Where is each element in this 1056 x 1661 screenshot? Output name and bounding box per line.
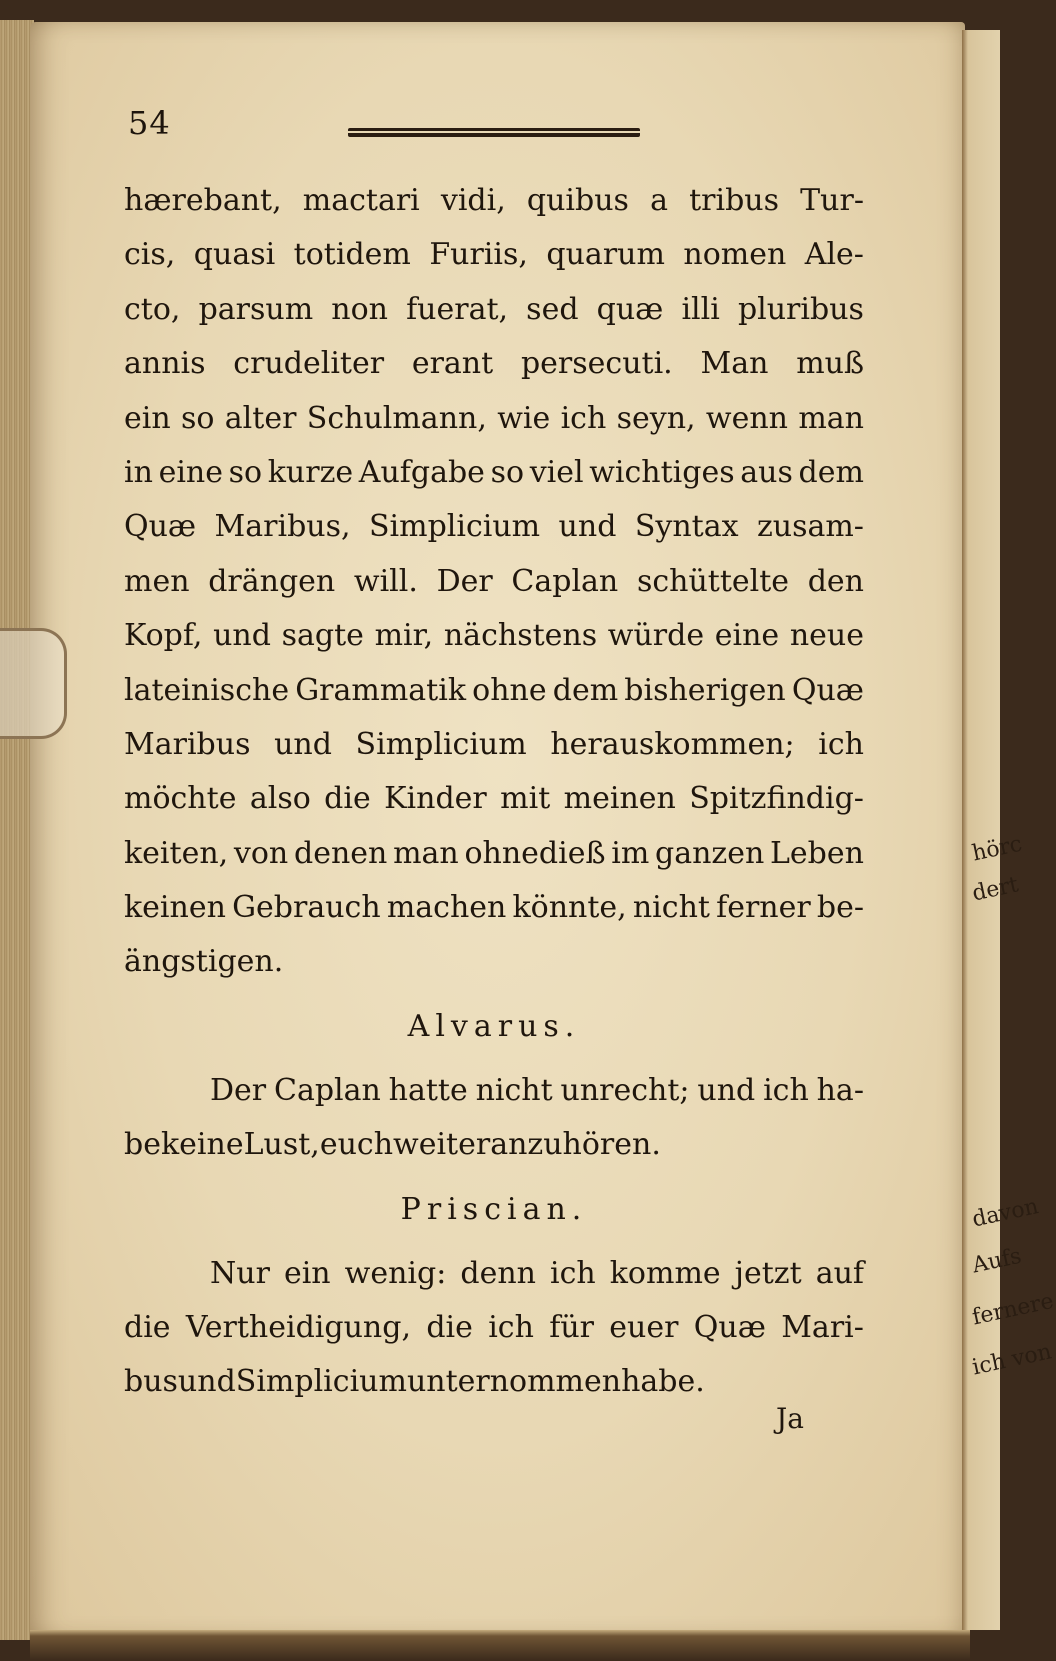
word: ängstigen. (124, 944, 284, 980)
word: eine (714, 618, 780, 654)
word: ohne (472, 672, 547, 708)
word: muß (796, 346, 864, 382)
word: alter (224, 400, 297, 436)
word: ferner (716, 890, 811, 926)
word: Caplan (511, 563, 619, 599)
text-line (124, 337, 864, 391)
word: erant (411, 346, 494, 382)
word: Lust, (243, 1127, 320, 1163)
word: den (807, 563, 864, 599)
word: denen (293, 835, 388, 871)
word: so (228, 454, 263, 490)
facing-page-word: hörc (970, 831, 1025, 867)
word: Caplan (273, 1072, 381, 1108)
word: Aufgabe (358, 454, 485, 490)
word: non (331, 291, 388, 327)
text-line (124, 935, 864, 989)
word: crudeliter (233, 346, 385, 382)
word: auf (815, 1255, 864, 1291)
word: euer (609, 1310, 679, 1346)
word: annis (124, 346, 206, 382)
word: a (650, 183, 668, 218)
word: jetzt (734, 1255, 802, 1291)
word: so (181, 400, 215, 436)
page-bottom-edge (30, 1630, 970, 1661)
word: Quæ (124, 509, 197, 545)
word: könnte, (512, 890, 627, 926)
word: machen (386, 890, 507, 926)
word: Mari- (781, 1310, 864, 1346)
word: drängen (208, 563, 336, 599)
word: Quæ (791, 672, 864, 708)
text-line (124, 1118, 864, 1172)
speaker-heading-priscian: Priscian. (400, 1191, 588, 1227)
word: und (697, 1072, 756, 1108)
word: parsum (198, 291, 314, 327)
word: Man (700, 346, 769, 382)
word: Furiis, (429, 237, 528, 273)
text-line (124, 1301, 864, 1355)
word: die (426, 1310, 473, 1346)
word: Quæ (693, 1310, 766, 1346)
text-line (124, 609, 864, 663)
word: pluribus (737, 291, 864, 327)
word: hærebant, (124, 183, 282, 218)
word: lateinische (124, 672, 290, 708)
word: men (124, 563, 190, 599)
paragraph-alvarus (124, 1064, 864, 1173)
word: so (490, 454, 525, 490)
word: Simplicium (235, 1364, 407, 1400)
facing-page-word: ich von (970, 1339, 1054, 1381)
word: ganzen (654, 835, 765, 871)
facing-page-word: Aufs (970, 1243, 1024, 1279)
word: nächstens (443, 618, 598, 654)
word: wichtiges (589, 454, 735, 490)
word: persecuti. (520, 346, 673, 382)
word: Maribus (124, 726, 251, 762)
word: ich (550, 1255, 596, 1291)
word: be (124, 1127, 161, 1163)
speaker-heading-alvarus: Alvarus. (407, 1008, 581, 1044)
page-stack-edge (0, 20, 34, 1640)
word: Syntax (634, 509, 739, 545)
word: anzuhören. (490, 1127, 661, 1163)
text-line (124, 555, 864, 609)
word: fuerat, (406, 291, 509, 327)
word: aus (740, 454, 793, 490)
word: bus (124, 1364, 178, 1400)
word: dem (552, 672, 619, 708)
word: man (798, 400, 864, 436)
word: cto, (124, 291, 181, 327)
text-line (124, 1355, 864, 1409)
page-text (124, 174, 864, 1410)
catchword: Ja (776, 1402, 804, 1435)
page-clip (0, 628, 67, 739)
word: herauskommen; (550, 726, 795, 762)
word: Ale- (804, 237, 864, 273)
word: Tur- (800, 183, 864, 218)
word: ich (560, 400, 607, 436)
word: sed (526, 291, 579, 327)
word: im (611, 835, 650, 871)
word: Spitzfindig- (689, 781, 864, 817)
text-line (124, 718, 864, 772)
word: quasi (193, 237, 276, 273)
word: Kinder (384, 781, 487, 817)
word: ich (818, 726, 864, 762)
header-rule (348, 128, 640, 137)
word: man (393, 835, 459, 871)
word: sagte (281, 618, 364, 654)
word: wenig: (344, 1255, 447, 1291)
word: komme (609, 1255, 721, 1291)
text-line (124, 283, 864, 337)
text-line (124, 500, 864, 554)
word: euch (319, 1127, 394, 1163)
facing-page-fragment (962, 30, 1056, 1630)
word: wie (497, 400, 551, 436)
word: Simplicium (368, 509, 541, 545)
facing-page-word: fernere (970, 1288, 1056, 1331)
word: Simplicium (355, 726, 527, 762)
word: vidi, (440, 183, 506, 218)
word: Leben (770, 835, 864, 871)
word: Grammatik (295, 672, 467, 708)
text-line (124, 392, 864, 446)
word: mit (500, 781, 551, 817)
word: unternommen (406, 1364, 622, 1400)
word: mir, (374, 618, 434, 654)
text-line (124, 664, 864, 718)
word: be- (816, 890, 864, 926)
paragraph-latin-german (124, 174, 864, 990)
word: quæ (596, 291, 664, 327)
word: Schulmann, (306, 400, 487, 436)
word: Gebrauch (232, 890, 381, 926)
word: ein (283, 1255, 331, 1291)
text-line (124, 174, 864, 228)
word: nomen (683, 237, 787, 273)
word: hatte (388, 1072, 468, 1108)
word: dem (798, 454, 864, 490)
word: die (124, 1310, 171, 1346)
word: ein (124, 400, 171, 436)
word: weiter (393, 1127, 491, 1163)
word: quarum (546, 237, 665, 273)
word: die (324, 781, 371, 817)
word: Vertheidigung, (185, 1310, 411, 1346)
text-line (124, 446, 864, 500)
text-line (124, 1247, 864, 1301)
word: würde (607, 618, 705, 654)
word: nicht (632, 890, 710, 926)
word: neue (789, 618, 864, 654)
word: totidem (293, 237, 411, 273)
word: illi (681, 291, 720, 327)
word: zusam- (756, 509, 864, 545)
word: ich (488, 1310, 534, 1346)
word: viel (529, 454, 584, 490)
word: und (213, 618, 271, 654)
word: tribus (689, 183, 780, 218)
word: möchte (124, 781, 237, 817)
word: denn (460, 1255, 536, 1291)
page-number: 54 (128, 104, 171, 142)
word: meinen (563, 781, 676, 817)
word: habe. (621, 1364, 705, 1400)
word: keine (160, 1127, 244, 1163)
word: mactari (302, 183, 420, 218)
text-line (124, 228, 864, 282)
word: also (249, 781, 311, 817)
word: seyn, (616, 400, 696, 436)
word: Maribus, (214, 509, 351, 545)
facing-page-word: dert (970, 872, 1021, 907)
text-line (124, 827, 864, 881)
word: cis, (124, 237, 176, 273)
word: kurze (267, 454, 354, 490)
facing-page-word: davon (970, 1194, 1041, 1233)
text-line (124, 772, 864, 826)
word: und (558, 509, 617, 545)
word: nicht (475, 1072, 553, 1108)
text-line (124, 1064, 864, 1118)
word: von (233, 835, 289, 871)
word: in (124, 454, 153, 490)
word: keinen (124, 890, 226, 926)
word: unrecht; (560, 1072, 690, 1108)
word: bisherigen (624, 672, 786, 708)
word: schüttelte (636, 563, 790, 599)
word: und (177, 1364, 236, 1400)
paragraph-priscian (124, 1247, 864, 1410)
word: keiten, (124, 835, 229, 871)
word: für (549, 1310, 594, 1346)
word: Kopf, (124, 618, 203, 654)
word: ich (763, 1072, 809, 1108)
word: ohnedieß (464, 835, 606, 871)
word: Nur (210, 1255, 270, 1291)
word: eine (158, 454, 223, 490)
word: quibus (526, 183, 629, 218)
word: ha- (816, 1072, 864, 1108)
word: wenn (705, 400, 788, 436)
word: Der (210, 1072, 267, 1108)
word: Der (436, 563, 493, 599)
word: will. (353, 563, 418, 599)
word: und (274, 726, 332, 762)
text-line (124, 881, 864, 935)
